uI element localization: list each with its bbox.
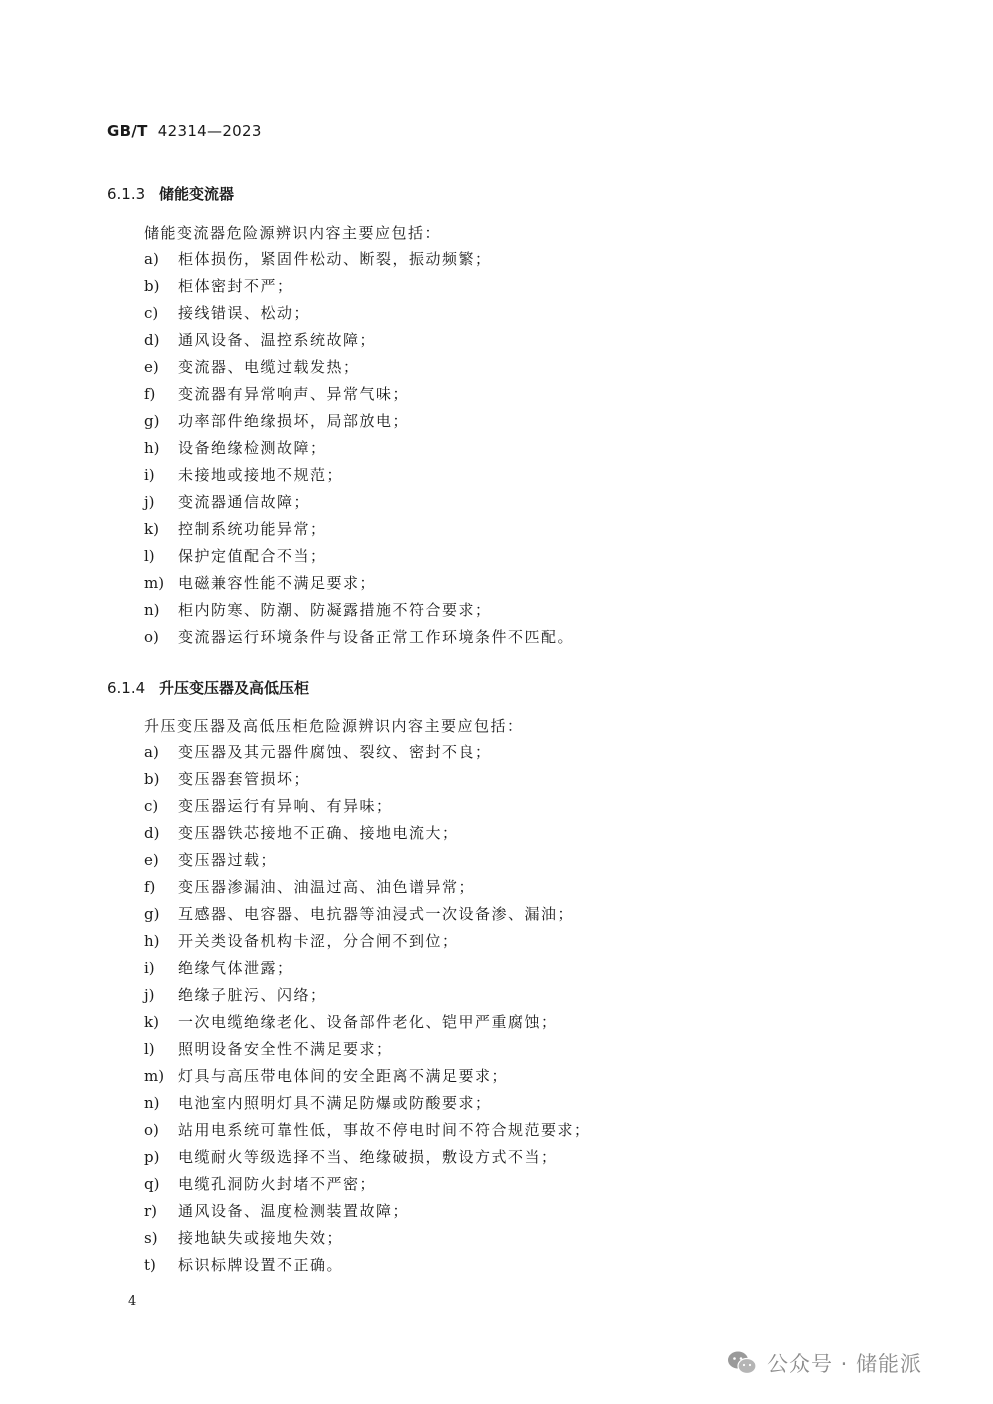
list-item-marker: k) <box>144 520 159 538</box>
standard-number: 42314—2023 <box>157 122 262 140</box>
list-item-text: 互感器、电容器、电抗器等油浸式一次设备渗、漏油； <box>178 905 575 923</box>
list-item-marker: l) <box>144 1040 155 1058</box>
list-item-text: 站用电系统可靠性低，事故不停电时间不符合规范要求； <box>178 1121 591 1139</box>
list-item <box>144 462 574 489</box>
list-item-text: 变流器运行环境条件与设备正常工作环境条件不匹配。 <box>178 628 575 646</box>
list-item-marker: i) <box>144 466 155 484</box>
list-item-marker: l) <box>144 547 155 565</box>
list-item-marker: r) <box>144 1202 158 1220</box>
list-item <box>144 246 574 273</box>
list-item-text: 保护定值配合不当； <box>178 547 327 565</box>
list-item-marker: m) <box>144 574 165 592</box>
section-title-6-1-4 <box>107 677 309 698</box>
list-item <box>144 766 591 793</box>
watermark-text: 公众号 · 储能派 <box>767 1352 923 1376</box>
list-item-marker: d) <box>144 824 160 842</box>
list-item-marker: e) <box>144 851 159 869</box>
list-item-marker: i) <box>144 959 155 977</box>
list-item-text: 绝缘子脏污、闪络； <box>178 986 327 1004</box>
list-item-marker: h) <box>144 439 160 457</box>
list-item-text: 未接地或接地不规范； <box>178 466 344 484</box>
list-item-marker: c) <box>144 304 159 322</box>
watermark <box>727 1348 922 1378</box>
list-item-text: 控制系统功能异常； <box>178 520 327 538</box>
list-item-marker: b) <box>144 277 160 295</box>
list-item-text: 变压器及其元器件腐蚀、裂纹、密封不良； <box>178 743 492 761</box>
list-item <box>144 901 591 928</box>
list-item-text: 电缆孔洞防火封堵不严密； <box>178 1175 377 1193</box>
list-item <box>144 435 574 462</box>
list-item-marker: n) <box>144 601 160 619</box>
list-item-text: 变压器铁芯接地不正确、接地电流大； <box>178 824 459 842</box>
hazard-list-6-1-4 <box>144 739 591 1279</box>
section-number: 6.1.4 <box>107 679 146 697</box>
list-item-marker: g) <box>144 412 160 430</box>
list-item-text: 变压器渗漏油、油温过高、油色谱异常； <box>178 878 476 896</box>
list-item-text: 变压器套管损坏； <box>178 770 311 788</box>
list-item <box>144 1144 591 1171</box>
section-name: 储能变流器 <box>159 185 235 203</box>
list-item <box>144 597 574 624</box>
list-item-marker: t) <box>144 1256 156 1274</box>
list-item-text: 变流器、电缆过载发热； <box>178 358 360 376</box>
list-item-text: 设备绝缘检测故障； <box>178 439 327 457</box>
list-item-marker: o) <box>144 1121 159 1139</box>
list-item-marker: g) <box>144 905 160 923</box>
list-item-text: 变压器过载； <box>178 851 278 869</box>
list-item <box>144 955 591 982</box>
list-item-marker: b) <box>144 770 160 788</box>
list-item-text: 接地缺失或接地失效； <box>178 1229 344 1247</box>
standard-code: GB/T <box>107 122 148 140</box>
list-item-text: 标识标牌设置不正确。 <box>178 1256 344 1274</box>
section-title-6-1-3 <box>107 183 234 204</box>
list-item-marker: f) <box>144 878 156 896</box>
list-item-text: 电缆耐火等级选择不当、绝缘破损，敷设方式不当； <box>178 1148 558 1166</box>
list-item <box>144 1117 591 1144</box>
list-item-text: 电池室内照明灯具不满足防爆或防酸要求； <box>178 1094 492 1112</box>
section-intro-6-1-3: 储能变流器危险源辨识内容主要应包括： <box>144 224 442 242</box>
list-item <box>144 928 591 955</box>
list-item-text: 通风设备、温度检测装置故障； <box>178 1202 410 1220</box>
wechat-icon <box>727 1350 757 1376</box>
list-item-text: 绝缘气体泄露； <box>178 959 294 977</box>
list-item-text: 变流器通信故障； <box>178 493 311 511</box>
list-item <box>144 1252 591 1279</box>
list-item-marker: s) <box>144 1229 158 1247</box>
list-item <box>144 739 591 766</box>
list-item-marker: f) <box>144 385 156 403</box>
list-item-marker: a) <box>144 743 159 761</box>
list-item <box>144 1171 591 1198</box>
page-number: 4 <box>128 1294 137 1309</box>
list-item-marker: p) <box>144 1148 160 1166</box>
list-item <box>144 820 591 847</box>
list-item-text: 电磁兼容性能不满足要求； <box>178 574 377 592</box>
list-item-text: 变压器运行有异响、有异味； <box>178 797 393 815</box>
list-item <box>144 408 574 435</box>
list-item <box>144 793 591 820</box>
hazard-list-6-1-3 <box>144 246 574 651</box>
list-item-marker: k) <box>144 1013 159 1031</box>
list-item <box>144 1036 591 1063</box>
list-item-marker: e) <box>144 358 159 376</box>
list-item <box>144 327 574 354</box>
list-item <box>144 543 574 570</box>
list-item <box>144 847 591 874</box>
list-item <box>144 874 591 901</box>
list-item <box>144 1009 591 1036</box>
list-item <box>144 982 591 1009</box>
list-item <box>144 570 574 597</box>
list-item-marker: h) <box>144 932 160 950</box>
list-item-marker: j) <box>144 493 155 511</box>
list-item-text: 通风设备、温控系统故障； <box>178 331 377 349</box>
section-number: 6.1.3 <box>107 185 146 203</box>
list-item-text: 一次电缆绝缘老化、设备部件老化、铠甲严重腐蚀； <box>178 1013 558 1031</box>
document-header <box>107 122 262 140</box>
list-item <box>144 1198 591 1225</box>
list-item-text: 柜体密封不严； <box>178 277 294 295</box>
list-item <box>144 516 574 543</box>
section-intro-6-1-4: 升压变压器及高低压柜危险源辨识内容主要应包括： <box>144 717 524 735</box>
list-item-text: 柜内防寒、防潮、防凝露措施不符合要求； <box>178 601 492 619</box>
list-item <box>144 624 574 651</box>
list-item <box>144 354 574 381</box>
list-item <box>144 381 574 408</box>
section-name: 升压变压器及高低压柜 <box>159 679 310 697</box>
list-item-text: 开关类设备机构卡涩，分合闸不到位； <box>178 932 459 950</box>
list-item-text: 功率部件绝缘损坏，局部放电； <box>178 412 410 430</box>
list-item-marker: n) <box>144 1094 160 1112</box>
list-item-marker: a) <box>144 250 159 268</box>
list-item-text: 接线错误、松动； <box>178 304 311 322</box>
list-item-marker: d) <box>144 331 160 349</box>
list-item-marker: o) <box>144 628 159 646</box>
list-item <box>144 1063 591 1090</box>
list-item <box>144 300 574 327</box>
list-item <box>144 1225 591 1252</box>
list-item-marker: m) <box>144 1067 165 1085</box>
list-item <box>144 489 574 516</box>
list-item-text: 灯具与高压带电体间的安全距离不满足要求； <box>178 1067 509 1085</box>
list-item <box>144 1090 591 1117</box>
list-item-marker: q) <box>144 1175 160 1193</box>
list-item <box>144 273 574 300</box>
list-item-marker: j) <box>144 986 155 1004</box>
list-item-text: 柜体损伤，紧固件松动、断裂，振动频繁； <box>178 250 492 268</box>
list-item-text: 照明设备安全性不满足要求； <box>178 1040 393 1058</box>
list-item-text: 变流器有异常响声、异常气味； <box>178 385 410 403</box>
list-item-marker: c) <box>144 797 159 815</box>
